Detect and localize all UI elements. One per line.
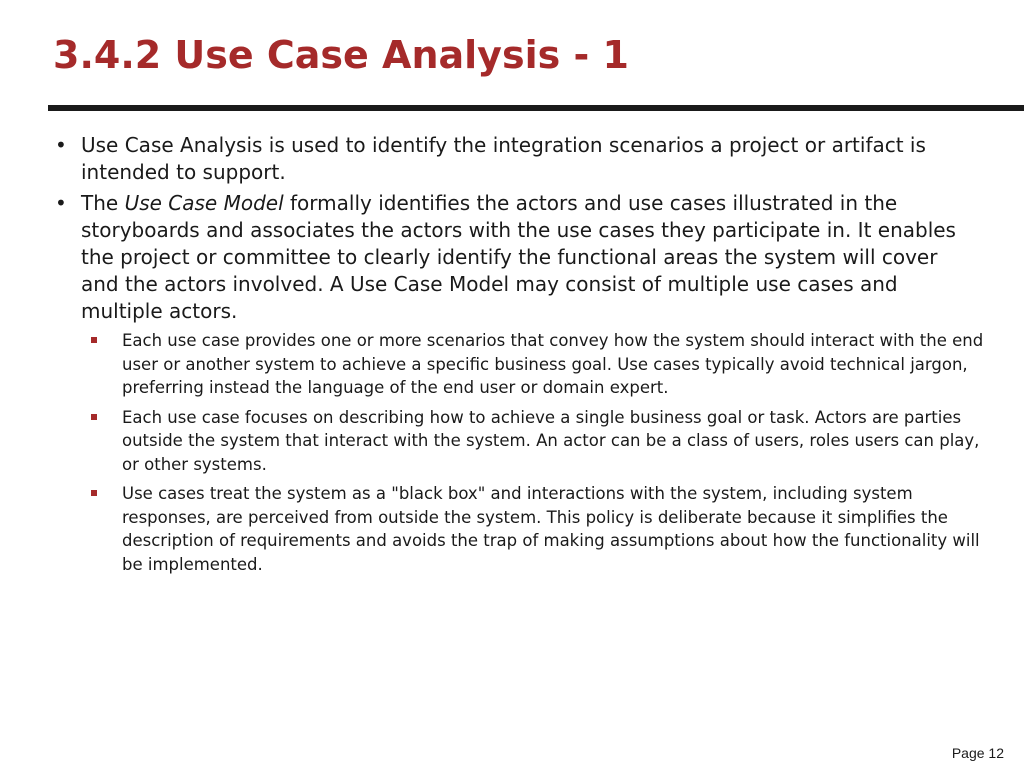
square-bullet-icon	[91, 490, 97, 496]
slide-content	[0, 132, 1024, 582]
sub-bullet-item	[0, 482, 992, 576]
bullet-text-emphasis: Use Case Model	[124, 191, 284, 215]
sub-bullet-text: Each use case focuses on describing how to achieve a single business goal or task. Actors are parties outside the system that interact with the system. An actor can be a class of users, roles users can play, or other systems.	[122, 407, 980, 474]
sub-bullet-text: Use cases treat the system as a "black box" and interactions with the system, including system responses, are perceived from outside the system. This policy is deliberate because it simplifies the description of requirements and avoids the trap of making assumptions about how the functionality will be implemented.	[122, 484, 980, 574]
bullet-item	[0, 132, 971, 186]
bullet-text: Use Case Analysis is used to identify the integration scenarios a project or artifact is intended to support.	[81, 133, 926, 184]
bullet-text-suffix: formally identifies the actors and use cases illustrated in the storyboards and associates the actors with the use cases they participate in. It enables the project or committee to clearly identify the functional areas the system will cover and the actors involved. A Use Case Model may consist of multiple use cases and multiple actors.	[81, 191, 956, 323]
page-number: Page 12	[951, 745, 1004, 761]
title-divider	[48, 105, 1024, 111]
bullet-dot-icon: •	[55, 133, 67, 157]
slide-title: 3.4.2 Use Case Analysis - 1	[53, 33, 629, 77]
bullet-text-prefix: The	[81, 191, 125, 215]
square-bullet-icon	[91, 414, 97, 420]
sub-bullet-item	[0, 329, 992, 400]
bullet-dot-icon: •	[55, 191, 67, 215]
square-bullet-icon	[91, 337, 97, 343]
sub-bullet-item	[0, 406, 992, 477]
bullet-item	[0, 190, 971, 325]
sub-bullet-text: Each use case provides one or more scenarios that convey how the system should interact with the end user or another system to achieve a specific business goal. Use cases typically avoid technical jargon, preferring instead the language of the end user or domain expert.	[122, 331, 984, 397]
